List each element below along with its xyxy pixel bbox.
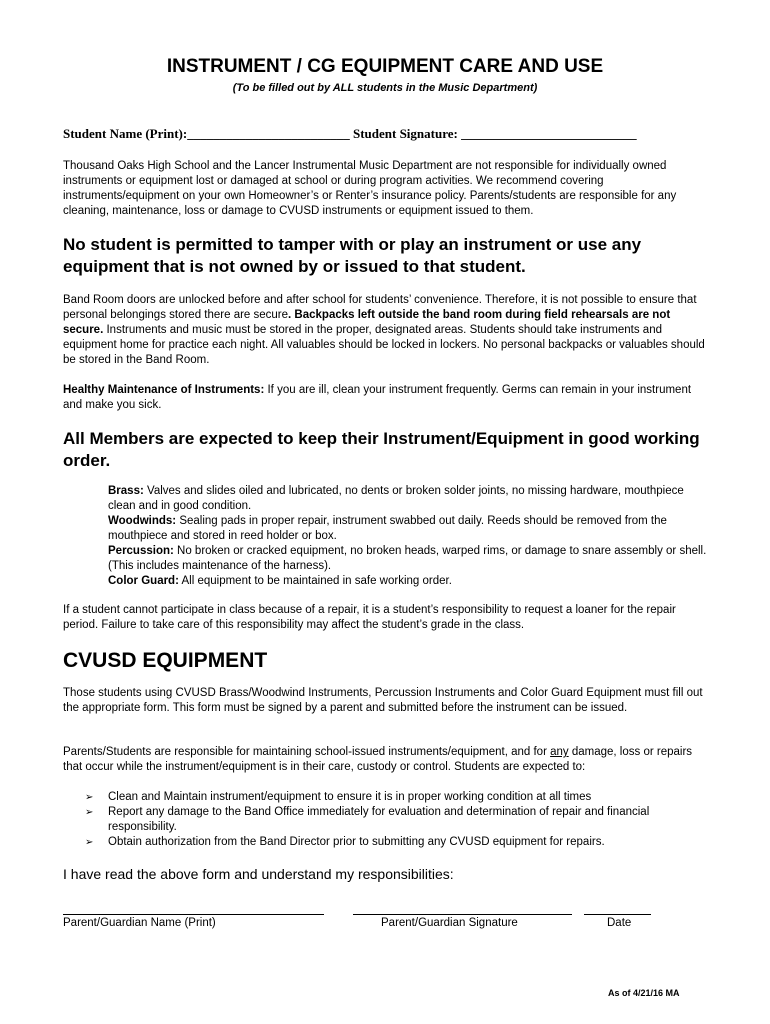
band-room-bold: . Backpacks left outside the band room during field rehearsals are not secure. [63,309,671,336]
parents-paragraph [63,745,713,775]
healthy-text: If you are ill, clean your instrument frequently. Germs can remain in your instrument and make you sick. [63,384,692,411]
acknowledgement-text: I have read the above form and understand my responsibilities: [63,866,454,882]
healthy-paragraph [63,383,713,413]
parents-text-2: damage, loss or repairs that occur while the instrument/equipment is in their care, custody or control. Students are expected to: [63,746,693,773]
parent-name-label: Parent/Guardian Name (Print) [63,917,216,929]
list-item-text: Clean and Maintain instrument/equipment to ensure it is in proper working condition at all times [108,791,592,803]
tamper-heading: No student is permitted to tamper with or play an instrument or use any equipment that is not owned by or issued to that student. [63,235,642,276]
section-text: Valves and slides oiled and lubricated, no dents or broken solder joints, no missing hardware, mouthpiece clean and in good condition. [108,485,684,512]
section-label: Color Guard: [108,575,179,587]
parents-text-1: Parents/Students are responsible for maintaining school-issued instruments/equipment, and for [63,746,551,758]
page-subtitle: (To be filled out by ALL students in the Music Department) [232,82,538,94]
revision-footer: As of 4/21/16 MA [608,988,680,998]
arrow-bullet-icon: ➢ [85,807,94,818]
cvusd-heading: CVUSD EQUIPMENT [63,649,268,672]
date-line[interactable] [584,914,651,915]
repair-paragraph: If a student cannot participate in class because of a repair, it is a student’s responsibility to request a loaner for the repair period. Failure to take care of this responsibility may affect the student’s grade in the class. [63,604,676,631]
members-heading: All Members are expected to keep their Instrument/Equipment in good working order. [63,429,700,470]
section-text: Sealing pads in proper repair, instrument swabbed out daily. Reeds should be removed from the mouthpiece and stored in reed holder or box. [108,515,667,542]
section-label: Woodwinds: [108,515,177,527]
section-woodwinds [108,514,708,544]
arrow-bullet-icon: ➢ [85,837,94,848]
list-item-text: Obtain authorization from the Band Director prior to submitting any CVUSD equipment for repairs. [108,836,605,848]
parent-name-line[interactable] [63,914,324,915]
date-label: Date [607,917,632,929]
section-text: All equipment to be maintained in safe working order. [178,575,452,587]
expectations-list [85,790,715,850]
section-label: Brass: [108,485,144,497]
student-signature-label: Student Signature: [352,126,458,141]
list-item [85,805,715,835]
section-text: No broken or cracked equipment, no broken heads, warped rims, or damage to snare assembly or shell. (This includes maintenance of the harness). [108,545,707,572]
list-item-text: Report any damage to the Band Office immediately for evaluation and determination of repair and financial responsibility. [108,806,650,833]
arrow-bullet-icon: ➢ [85,792,94,803]
parent-signature-line[interactable] [353,914,572,915]
page-title: INSTRUMENT / CG EQUIPMENT CARE AND USE [166,56,604,77]
student-signature-line [63,126,723,142]
student-name-label: Student Name (Print): [63,126,188,141]
list-item [85,835,715,850]
section-brass [108,484,708,514]
section-percussion [108,544,708,574]
band-room-text-2: Instruments and music must be stored in the proper, designated areas. Students should take instruments and equipment home for practice each night. All valuables should be locked in lockers. No personal backpacks or valuables should be stored in the Band Room. [63,324,705,366]
section-label: Percussion: [108,545,174,557]
cvusd-paragraph: Those students using CVUSD Brass/Woodwind Instruments, Percussion Instruments and Color Guard Equipment must fill out the appropriate form. This form must be signed by a parent and submitted before the instrument can be issued. [63,687,703,714]
section-color-guard [108,574,708,589]
band-room-text-1: Band Room doors are unlocked before and after school for students’ convenience. Therefore, it is not possible to ensure that personal belongings stored there are secure [63,294,697,321]
student-name-blank[interactable]: _________________________ [187,126,350,141]
parent-signature-label: Parent/Guardian Signature [381,917,518,929]
healthy-label: Healthy Maintenance of Instruments: [63,384,265,396]
list-item [85,790,715,805]
instrument-sections [108,484,708,589]
student-signature-blank[interactable]: ___________________________ [461,126,637,141]
parents-underline: any [550,746,569,758]
band-room-paragraph [63,293,713,368]
intro-paragraph: Thousand Oaks High School and the Lancer Instrumental Music Department are not responsible for individually owned instruments or equipment lost or damaged at school or during program activities. We recommend covering instruments/equipment on your own Homeowner’s or Renter’s insurance policy. Parents/students are responsible for any cleaning, maintenance, loss or damage to CVUSD instruments or equipment issued to them. [63,160,677,217]
